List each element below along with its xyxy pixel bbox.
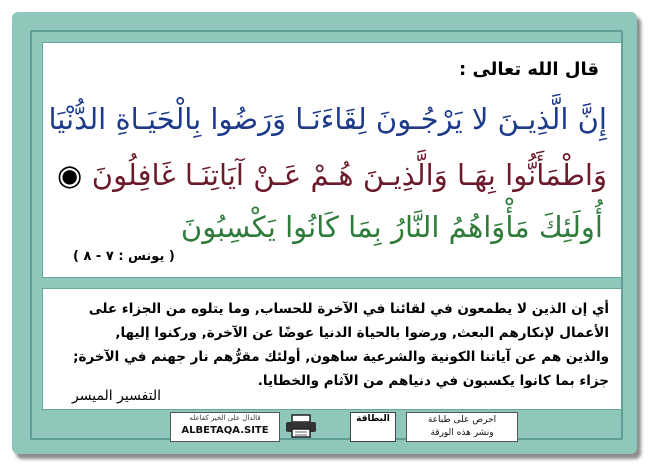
print-note-line-1: احرص على طباعة [427,415,497,425]
print-note-line-2: ونشر هذه الورقة [430,428,494,438]
site-url: ALBETAQA.SITE [181,425,269,436]
verse-panel [42,42,622,278]
verse-line-3: أُولَئِكَ مَأْوَاهُمُ النَّارُ بِمَا كَانُوا يَكْسِبُونَ [180,210,603,244]
verse-intro: قال الله تعالى : [458,59,599,80]
verse-line-2-text: وَاطْمَأَنُّوا بِهَـا وَالَّذِيـنَ هُـمْ عَـنْ آيَاتِنَـا غَافِلُونَ [91,158,607,192]
albetaqa-logo [350,412,396,442]
site-badge[interactable] [170,412,280,442]
tafsir-source: التفسير الميسر [72,388,162,404]
tafsir-line-1: أي إن الذين لا يطمعون في لقائنا في الآخرة للحساب, وما يتلوه من الجزاء على [88,301,609,317]
tafsir-line-3: والذين هم عن آياتنا الكونية والشرعية ساهون, أولئك مقرُّهم نار جهنم في الآخرة; [73,349,609,365]
verse-reference: ( يونس : ٧ - ٨ ) [73,249,175,264]
tafsir-line-2: الأعمال لإنكارهم البعث, ورضوا بالحياة الدنيا عوضًا عن الآخرة, وركنوا إليها, [115,325,609,341]
tafsir-line-4: جزاء بما كانوا يكسبون في دنياهم من الآثام والخطايا. [257,373,609,389]
site-caption: قالدال على الخير كفاعله [189,414,261,422]
printer-icon [284,414,318,438]
ayah-end-icon: ◉ [57,158,83,192]
verse-line-1: إِنَّ الَّذِيـنَ لا يَرْجُـونَ لِقَاءَنَـا وَرَضُوا بِالْحَيَـاةِ الدُّنْيَا [48,102,607,136]
logo-text: البطاقة [356,414,390,424]
verse-line-2 [57,153,607,197]
tafsir-text [53,297,609,393]
print-note [406,412,518,442]
footer-bar [170,412,632,442]
